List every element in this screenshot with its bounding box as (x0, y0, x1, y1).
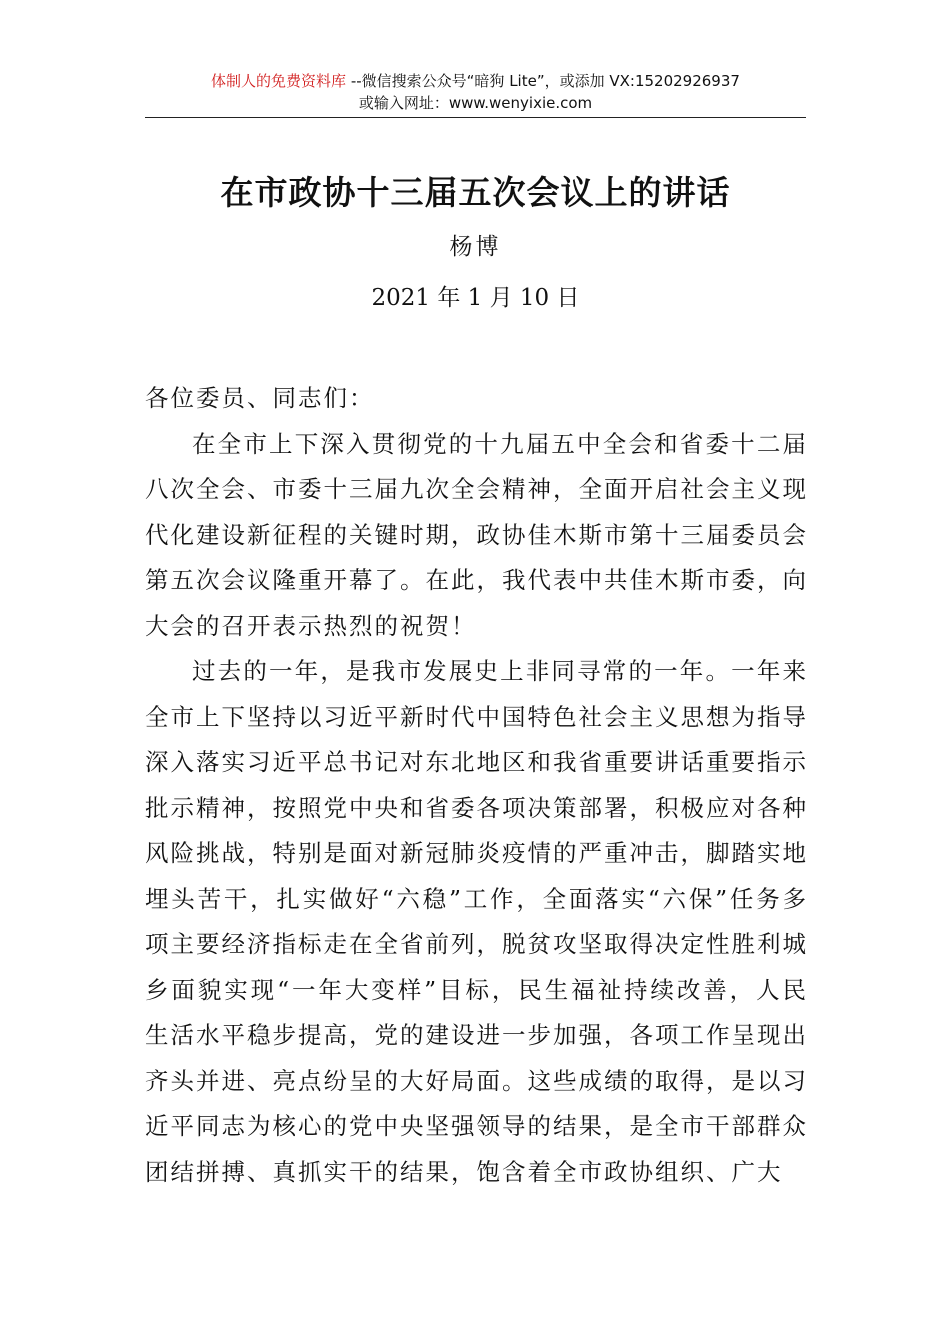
document-author: 杨博 (449, 234, 502, 260)
page-header (145, 70, 806, 114)
header-info: --微信搜索公众号“暗狗 Lite”，或添加 VX:15202926937 (346, 72, 740, 90)
document-title: 在市政协十三届五次会议上的讲话 (220, 173, 731, 212)
header-brand: 体制人的免费资料库 (211, 72, 347, 90)
salutation: 各位委员、同志们： (145, 384, 375, 412)
paragraph-1: 在全市上下深入贯彻党的十九届五中全会和省委十二届八次全会、市委十三届九次全会精神，全面开启社会主义现代化建设新征程的关键时期，政协佳木斯市第十三届委员会第五次会议隆重开幕了。在此，我代表中共佳木斯市委，向大会的召开表示热烈的祝贺！ (145, 429, 808, 640)
paragraph-2: 过去的一年，是我市发展史上非同寻常的一年。一年来全市上下坚持以习近平新时代中国特色社会主义思想为指导深入落实习近平总书记对东北地区和我省重要讲话重要指示批示精神，按照党中央和省委各项决策部署，积极应对各种风险挑战，特别是面对新冠肺炎疫情的严重冲击，脚踏实地埋头苦干，扎实做好“六稳”工作，全面落实“六保”任务多项主要经济指标走在全省前列，脱贫攻坚取得决定性胜利城乡面貌实现“一年大变样”目标，民生福祉持续改善，人民生活水平稳步提高，党的建设进一步加强，各项工作呈现出齐头并进、亮点纷呈的大好局面。这些成绩的取得，是以习近平同志为核心的党中央坚强领导的结果，是全市干部群众团结拼搏、真抓实干的结果，饱含着全市政协组织、广大 (145, 657, 808, 1186)
document-date: 2021 年 1 月 10 日 (371, 285, 580, 311)
document-body (145, 376, 808, 1195)
header-divider (145, 117, 806, 118)
header-line-1 (145, 70, 806, 92)
header-url: 或输入网址：www.wenyixie.com (358, 94, 593, 112)
